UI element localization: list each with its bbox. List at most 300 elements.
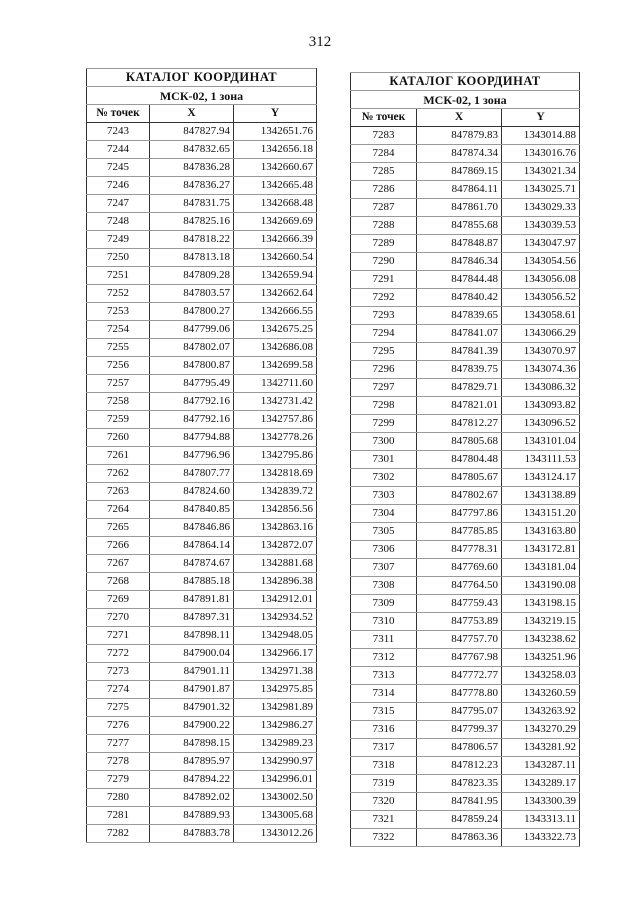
point-number-cell: 7309: [351, 595, 417, 613]
point-number-cell: 7270: [87, 609, 150, 627]
x-coordinate-cell: 847864.11: [417, 181, 502, 199]
x-coordinate-cell: 847778.31: [417, 541, 502, 559]
point-number-cell: 7301: [351, 451, 417, 469]
y-coordinate-cell: 1343056.08: [502, 271, 580, 289]
x-coordinate-cell: 847841.39: [417, 343, 502, 361]
x-coordinate-cell: 847778.80: [417, 685, 502, 703]
point-number-cell: 7255: [87, 339, 150, 357]
point-number-cell: 7311: [351, 631, 417, 649]
table-row: [351, 721, 580, 739]
y-coordinate-cell: 1343198.15: [502, 595, 580, 613]
point-number-cell: 7243: [87, 123, 150, 141]
point-number-cell: 7265: [87, 519, 150, 537]
y-coordinate-cell: 1343025.71: [502, 181, 580, 199]
zone-row: [351, 91, 580, 109]
table-row: [87, 591, 317, 609]
column-header-row: [87, 105, 317, 123]
table-row: [87, 393, 317, 411]
x-coordinate-cell: 847769.60: [417, 559, 502, 577]
point-number-cell: 7302: [351, 469, 417, 487]
point-number-cell: 7297: [351, 379, 417, 397]
table-row: [351, 235, 580, 253]
point-number-cell: 7271: [87, 627, 150, 645]
point-number-cell: 7306: [351, 541, 417, 559]
point-number-cell: 7303: [351, 487, 417, 505]
y-coordinate-cell: 1343029.33: [502, 199, 580, 217]
table-row: [351, 613, 580, 631]
x-coordinate-cell: 847874.67: [150, 555, 234, 573]
x-coordinate-cell: 847898.11: [150, 627, 234, 645]
y-coordinate-cell: 1342986.27: [234, 717, 317, 735]
point-number-cell: 7254: [87, 321, 150, 339]
x-coordinate-cell: 847803.57: [150, 285, 234, 303]
header-y: Y: [502, 109, 580, 127]
point-number-cell: 7247: [87, 195, 150, 213]
y-coordinate-cell: 1342896.38: [234, 573, 317, 591]
y-coordinate-cell: 1342666.39: [234, 231, 317, 249]
table-row: [351, 649, 580, 667]
x-coordinate-cell: 847839.65: [417, 307, 502, 325]
point-number-cell: 7279: [87, 771, 150, 789]
x-coordinate-cell: 847795.07: [417, 703, 502, 721]
x-coordinate-cell: 847897.31: [150, 609, 234, 627]
point-number-cell: 7313: [351, 667, 417, 685]
y-coordinate-cell: 1342872.07: [234, 537, 317, 555]
point-number-cell: 7312: [351, 649, 417, 667]
table-row: [87, 321, 317, 339]
y-coordinate-cell: 1342948.05: [234, 627, 317, 645]
x-coordinate-cell: 847901.32: [150, 699, 234, 717]
y-coordinate-cell: 1343260.59: [502, 685, 580, 703]
y-coordinate-cell: 1343238.62: [502, 631, 580, 649]
y-coordinate-cell: 1342818.69: [234, 465, 317, 483]
x-coordinate-cell: 847861.70: [417, 199, 502, 217]
point-number-cell: 7281: [87, 807, 150, 825]
y-coordinate-cell: 1342966.17: [234, 645, 317, 663]
x-coordinate-cell: 847799.06: [150, 321, 234, 339]
point-number-cell: 7286: [351, 181, 417, 199]
y-coordinate-cell: 1342665.48: [234, 177, 317, 195]
x-coordinate-cell: 847809.28: [150, 267, 234, 285]
y-coordinate-cell: 1342795.86: [234, 447, 317, 465]
y-coordinate-cell: 1343086.32: [502, 379, 580, 397]
point-number-cell: 7248: [87, 213, 150, 231]
header-point-number: № точек: [87, 105, 150, 123]
y-coordinate-cell: 1343066.29: [502, 325, 580, 343]
point-number-cell: 7263: [87, 483, 150, 501]
table-row: [351, 361, 580, 379]
table-row: [351, 199, 580, 217]
table-row: [351, 703, 580, 721]
point-number-cell: 7294: [351, 325, 417, 343]
y-coordinate-cell: 1342659.94: [234, 267, 317, 285]
point-number-cell: 7289: [351, 235, 417, 253]
x-coordinate-cell: 847891.81: [150, 591, 234, 609]
x-coordinate-cell: 847772.77: [417, 667, 502, 685]
table-row: [87, 789, 317, 807]
x-coordinate-cell: 847799.37: [417, 721, 502, 739]
catalog-title: КАТАЛОГ КООРДИНАТ: [351, 73, 580, 91]
table-row: [351, 541, 580, 559]
y-coordinate-cell: 1343002.50: [234, 789, 317, 807]
table-row: [87, 501, 317, 519]
y-coordinate-cell: 1342666.55: [234, 303, 317, 321]
y-coordinate-cell: 1343190.08: [502, 577, 580, 595]
y-coordinate-cell: 1342686.08: [234, 339, 317, 357]
y-coordinate-cell: 1342757.86: [234, 411, 317, 429]
y-coordinate-cell: 1343101.04: [502, 433, 580, 451]
table-row: [351, 775, 580, 793]
point-number-cell: 7319: [351, 775, 417, 793]
table-row: [351, 757, 580, 775]
y-coordinate-cell: 1343289.17: [502, 775, 580, 793]
table-row: [351, 487, 580, 505]
x-coordinate-cell: 847894.22: [150, 771, 234, 789]
x-coordinate-cell: 847836.27: [150, 177, 234, 195]
point-number-cell: 7273: [87, 663, 150, 681]
x-coordinate-cell: 847804.48: [417, 451, 502, 469]
y-coordinate-cell: 1342839.72: [234, 483, 317, 501]
x-coordinate-cell: 847864.14: [150, 537, 234, 555]
point-number-cell: 7282: [87, 825, 150, 843]
header-y: Y: [234, 105, 317, 123]
table-row: [87, 807, 317, 825]
table-row: [87, 555, 317, 573]
table-row: [87, 195, 317, 213]
point-number-cell: 7280: [87, 789, 150, 807]
x-coordinate-cell: 847812.23: [417, 757, 502, 775]
point-number-cell: 7266: [87, 537, 150, 555]
y-coordinate-cell: 1343093.82: [502, 397, 580, 415]
table-row: [87, 249, 317, 267]
coordinate-catalog-left: [86, 68, 317, 843]
point-number-cell: 7268: [87, 573, 150, 591]
point-number-cell: 7305: [351, 523, 417, 541]
table-row: [351, 397, 580, 415]
table-row: [87, 285, 317, 303]
point-number-cell: 7299: [351, 415, 417, 433]
table-row: [87, 375, 317, 393]
x-coordinate-cell: 847839.75: [417, 361, 502, 379]
point-number-cell: 7253: [87, 303, 150, 321]
point-number-cell: 7284: [351, 145, 417, 163]
y-coordinate-cell: 1343058.61: [502, 307, 580, 325]
y-coordinate-cell: 1342669.69: [234, 213, 317, 231]
x-coordinate-cell: 847813.18: [150, 249, 234, 267]
table-row: [87, 609, 317, 627]
x-coordinate-cell: 847874.34: [417, 145, 502, 163]
table-row: [351, 739, 580, 757]
y-coordinate-cell: 1343287.11: [502, 757, 580, 775]
y-coordinate-cell: 1342912.01: [234, 591, 317, 609]
y-coordinate-cell: 1343021.34: [502, 163, 580, 181]
point-number-cell: 7252: [87, 285, 150, 303]
point-number-cell: 7261: [87, 447, 150, 465]
table-row: [87, 663, 317, 681]
y-coordinate-cell: 1342934.52: [234, 609, 317, 627]
x-coordinate-cell: 847792.16: [150, 393, 234, 411]
x-coordinate-cell: 847800.87: [150, 357, 234, 375]
x-coordinate-cell: 847840.42: [417, 289, 502, 307]
x-coordinate-cell: 847840.85: [150, 501, 234, 519]
table-row: [87, 465, 317, 483]
table-row: [351, 559, 580, 577]
table-row: [87, 339, 317, 357]
table-row: [351, 829, 580, 847]
point-number-cell: 7264: [87, 501, 150, 519]
point-number-cell: 7307: [351, 559, 417, 577]
y-coordinate-cell: 1343313.11: [502, 811, 580, 829]
table-row: [351, 163, 580, 181]
x-coordinate-cell: 847827.94: [150, 123, 234, 141]
table-row: [351, 469, 580, 487]
x-coordinate-cell: 847794.88: [150, 429, 234, 447]
x-coordinate-cell: 847859.24: [417, 811, 502, 829]
x-coordinate-cell: 847785.85: [417, 523, 502, 541]
point-number-cell: 7262: [87, 465, 150, 483]
catalog-title-row: [351, 73, 580, 91]
point-number-cell: 7283: [351, 127, 417, 145]
point-number-cell: 7277: [87, 735, 150, 753]
table-row: [351, 127, 580, 145]
y-coordinate-cell: 1343005.68: [234, 807, 317, 825]
table-row: [351, 505, 580, 523]
point-number-cell: 7317: [351, 739, 417, 757]
table-row: [87, 357, 317, 375]
x-coordinate-cell: 847832.65: [150, 141, 234, 159]
y-coordinate-cell: 1342975.85: [234, 681, 317, 699]
y-coordinate-cell: 1343322.73: [502, 829, 580, 847]
table-row: [87, 753, 317, 771]
y-coordinate-cell: 1342662.64: [234, 285, 317, 303]
table-row: [351, 667, 580, 685]
y-coordinate-cell: 1343012.26: [234, 825, 317, 843]
table-row: [351, 577, 580, 595]
x-coordinate-cell: 847889.93: [150, 807, 234, 825]
y-coordinate-cell: 1342660.54: [234, 249, 317, 267]
x-coordinate-cell: 847841.95: [417, 793, 502, 811]
table-row: [87, 411, 317, 429]
x-coordinate-cell: 847895.97: [150, 753, 234, 771]
table-row: [351, 685, 580, 703]
table-row: [87, 771, 317, 789]
point-number-cell: 7267: [87, 555, 150, 573]
point-number-cell: 7310: [351, 613, 417, 631]
table-row: [351, 307, 580, 325]
x-coordinate-cell: 847821.01: [417, 397, 502, 415]
table-row: [87, 177, 317, 195]
table-row: [351, 253, 580, 271]
point-number-cell: 7295: [351, 343, 417, 361]
y-coordinate-cell: 1342990.97: [234, 753, 317, 771]
table-row: [87, 519, 317, 537]
point-number-cell: 7245: [87, 159, 150, 177]
point-number-cell: 7314: [351, 685, 417, 703]
point-number-cell: 7276: [87, 717, 150, 735]
point-number-cell: 7257: [87, 375, 150, 393]
table-row: [87, 141, 317, 159]
point-number-cell: 7322: [351, 829, 417, 847]
table-row: [87, 429, 317, 447]
x-coordinate-cell: 847846.34: [417, 253, 502, 271]
x-coordinate-cell: 847900.04: [150, 645, 234, 663]
point-number-cell: 7287: [351, 199, 417, 217]
catalog-title-row: [87, 69, 317, 87]
y-coordinate-cell: 1342981.89: [234, 699, 317, 717]
point-number-cell: 7308: [351, 577, 417, 595]
table-row: [87, 123, 317, 141]
point-number-cell: 7260: [87, 429, 150, 447]
x-coordinate-cell: 847792.16: [150, 411, 234, 429]
point-number-cell: 7318: [351, 757, 417, 775]
y-coordinate-cell: 1342989.23: [234, 735, 317, 753]
x-coordinate-cell: 847883.78: [150, 825, 234, 843]
y-coordinate-cell: 1343047.97: [502, 235, 580, 253]
y-coordinate-cell: 1343300.39: [502, 793, 580, 811]
point-number-cell: 7304: [351, 505, 417, 523]
y-coordinate-cell: 1342660.67: [234, 159, 317, 177]
x-coordinate-cell: 847764.50: [417, 577, 502, 595]
point-number-cell: 7290: [351, 253, 417, 271]
y-coordinate-cell: 1342863.16: [234, 519, 317, 537]
table-row: [351, 451, 580, 469]
y-coordinate-cell: 1343016.76: [502, 145, 580, 163]
zone-row: [87, 87, 317, 105]
y-coordinate-cell: 1342881.68: [234, 555, 317, 573]
x-coordinate-cell: 847885.18: [150, 573, 234, 591]
table-row: [351, 343, 580, 361]
zone-label: МСК-02, 1 зона: [87, 87, 317, 105]
x-coordinate-cell: 847901.11: [150, 663, 234, 681]
point-number-cell: 7288: [351, 217, 417, 235]
table-row: [87, 681, 317, 699]
table-row: [87, 267, 317, 285]
table-row: [87, 627, 317, 645]
x-coordinate-cell: 847844.48: [417, 271, 502, 289]
point-number-cell: 7320: [351, 793, 417, 811]
table-row: [351, 811, 580, 829]
table-row: [351, 271, 580, 289]
x-coordinate-cell: 847802.67: [417, 487, 502, 505]
y-coordinate-cell: 1343270.29: [502, 721, 580, 739]
catalog-title: КАТАЛОГ КООРДИНАТ: [87, 69, 317, 87]
x-coordinate-cell: 847831.75: [150, 195, 234, 213]
header-x: X: [417, 109, 502, 127]
x-coordinate-cell: 847824.60: [150, 483, 234, 501]
table-row: [87, 573, 317, 591]
point-number-cell: 7249: [87, 231, 150, 249]
point-number-cell: 7275: [87, 699, 150, 717]
y-coordinate-cell: 1342651.76: [234, 123, 317, 141]
table-row: [351, 793, 580, 811]
table-row: [351, 217, 580, 235]
table-row: [87, 213, 317, 231]
x-coordinate-cell: 847807.77: [150, 465, 234, 483]
y-coordinate-cell: 1342711.60: [234, 375, 317, 393]
table-row: [87, 825, 317, 843]
y-coordinate-cell: 1343054.56: [502, 253, 580, 271]
x-coordinate-cell: 847900.22: [150, 717, 234, 735]
table-row: [87, 699, 317, 717]
x-coordinate-cell: 847869.15: [417, 163, 502, 181]
table-row: [351, 523, 580, 541]
table-row: [87, 717, 317, 735]
table-row: [351, 433, 580, 451]
table-row: [351, 289, 580, 307]
header-x: X: [150, 105, 234, 123]
table-row: [87, 447, 317, 465]
x-coordinate-cell: 847767.98: [417, 649, 502, 667]
table-row: [351, 379, 580, 397]
point-number-cell: 7285: [351, 163, 417, 181]
y-coordinate-cell: 1343039.53: [502, 217, 580, 235]
point-number-cell: 7246: [87, 177, 150, 195]
x-coordinate-cell: 847800.27: [150, 303, 234, 321]
point-number-cell: 7259: [87, 411, 150, 429]
x-coordinate-cell: 847841.07: [417, 325, 502, 343]
x-coordinate-cell: 847753.89: [417, 613, 502, 631]
x-coordinate-cell: 847836.28: [150, 159, 234, 177]
x-coordinate-cell: 847863.36: [417, 829, 502, 847]
point-number-cell: 7256: [87, 357, 150, 375]
y-coordinate-cell: 1342668.48: [234, 195, 317, 213]
table-row: [87, 159, 317, 177]
x-coordinate-cell: 847846.86: [150, 519, 234, 537]
point-number-cell: 7272: [87, 645, 150, 663]
coordinate-catalog-right: [350, 72, 580, 847]
y-coordinate-cell: 1343281.92: [502, 739, 580, 757]
point-number-cell: 7300: [351, 433, 417, 451]
x-coordinate-cell: 847806.57: [417, 739, 502, 757]
column-header-row: [351, 109, 580, 127]
x-coordinate-cell: 847823.35: [417, 775, 502, 793]
point-number-cell: 7321: [351, 811, 417, 829]
y-coordinate-cell: 1343124.17: [502, 469, 580, 487]
x-coordinate-cell: 847892.02: [150, 789, 234, 807]
y-coordinate-cell: 1343263.92: [502, 703, 580, 721]
y-coordinate-cell: 1342996.01: [234, 771, 317, 789]
y-coordinate-cell: 1343074.36: [502, 361, 580, 379]
y-coordinate-cell: 1343219.15: [502, 613, 580, 631]
point-number-cell: 7250: [87, 249, 150, 267]
y-coordinate-cell: 1343111.53: [502, 451, 580, 469]
y-coordinate-cell: 1343172.81: [502, 541, 580, 559]
table-row: [87, 537, 317, 555]
x-coordinate-cell: 847829.71: [417, 379, 502, 397]
page-number: 312: [308, 34, 332, 50]
point-number-cell: 7258: [87, 393, 150, 411]
table-row: [351, 325, 580, 343]
x-coordinate-cell: 847855.68: [417, 217, 502, 235]
x-coordinate-cell: 847825.16: [150, 213, 234, 231]
x-coordinate-cell: 847818.22: [150, 231, 234, 249]
y-coordinate-cell: 1343096.52: [502, 415, 580, 433]
table-row: [87, 735, 317, 753]
y-coordinate-cell: 1343014.88: [502, 127, 580, 145]
x-coordinate-cell: 847797.86: [417, 505, 502, 523]
y-coordinate-cell: 1343056.52: [502, 289, 580, 307]
x-coordinate-cell: 847812.27: [417, 415, 502, 433]
x-coordinate-cell: 847879.83: [417, 127, 502, 145]
point-number-cell: 7293: [351, 307, 417, 325]
y-coordinate-cell: 1342778.26: [234, 429, 317, 447]
x-coordinate-cell: 847795.49: [150, 375, 234, 393]
y-coordinate-cell: 1343163.80: [502, 523, 580, 541]
x-coordinate-cell: 847805.68: [417, 433, 502, 451]
point-number-cell: 7291: [351, 271, 417, 289]
header-point-number: № точек: [351, 109, 417, 127]
point-number-cell: 7296: [351, 361, 417, 379]
